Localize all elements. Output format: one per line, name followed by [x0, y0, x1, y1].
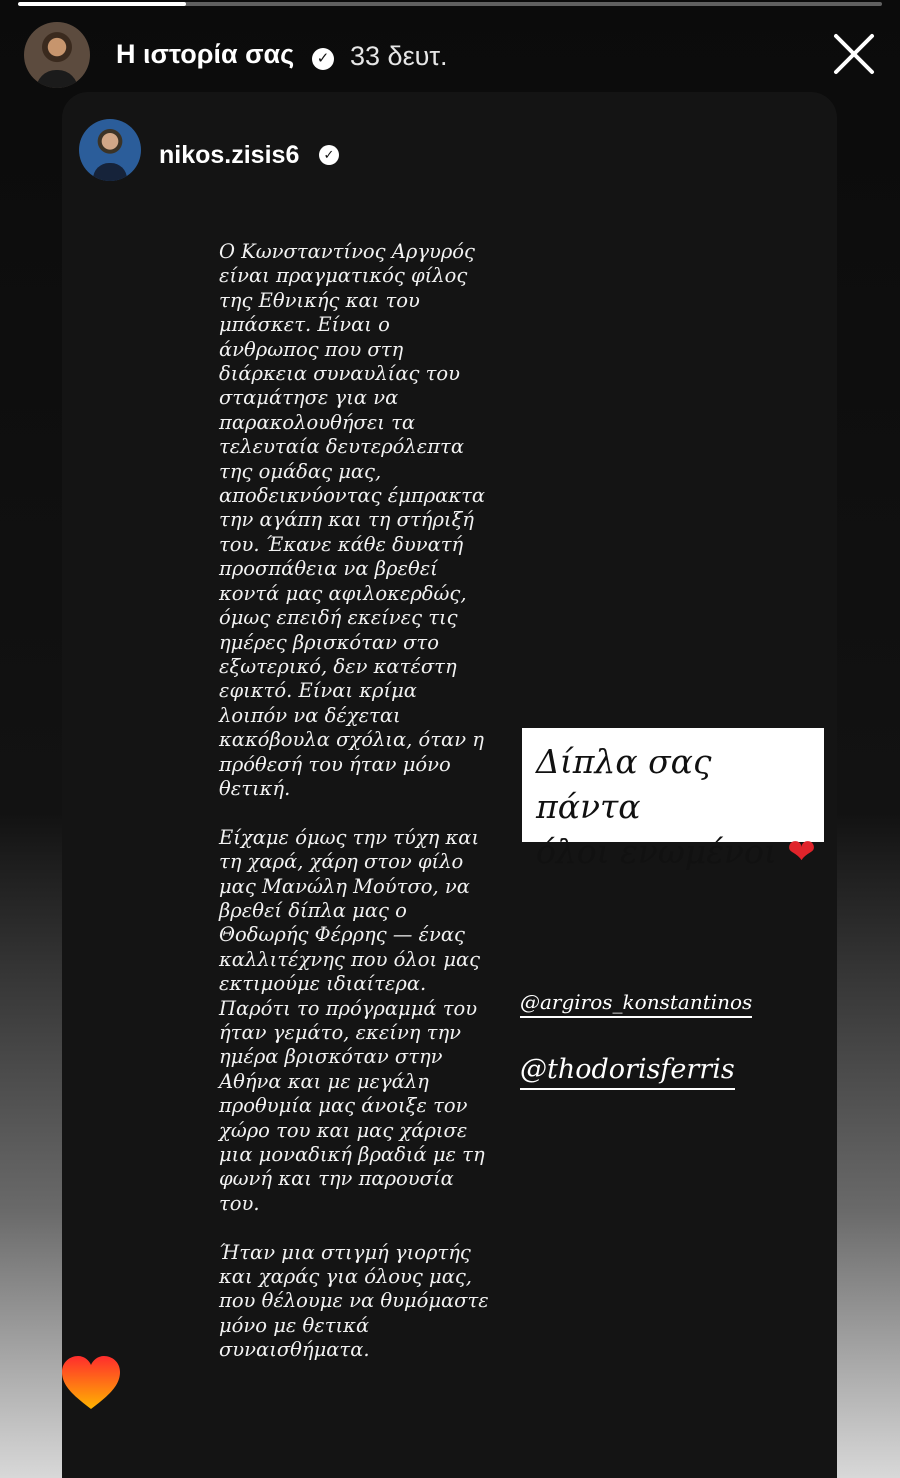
- mention-thodorisferris[interactable]: @thodorisferris: [520, 1054, 735, 1090]
- post-paragraph: Είχαμε όμως την τύχη και τη χαρά, χάρη στον φίλο μας Μανώλη Μούτσο, να βρεθεί δίπλα μας ο Θοδωρής Φέρρης — ένας καλλιτέχνης που όλοι μας εκτιμούμε ιδιαίτερα. Παρότι το πρόγραμμά του ήταν γεμάτο, εκείνη την ημέρα βρισκόταν στην Αθήνα και με μεγάλη προθυμία μας άνοιξε τον χώρο του και μας χάρισε μια μοναδική βραδιά με τη φωνή και την παρουσία του.: [219, 825, 485, 1215]
- post-author-avatar[interactable]: [79, 119, 141, 181]
- post-text: [219, 240, 489, 1387]
- like-heart-icon[interactable]: [60, 1354, 122, 1412]
- caption-sticker: [522, 728, 824, 872]
- verified-badge-icon: ✓: [319, 145, 339, 165]
- mention-argiros-konstantinos[interactable]: @argiros_konstantinos: [520, 990, 752, 1018]
- close-icon[interactable]: [832, 32, 876, 76]
- verified-badge-icon: ✓: [312, 48, 334, 70]
- story-header: [24, 22, 876, 92]
- story-progress-bar: [18, 2, 882, 6]
- caption-line-2: [536, 829, 824, 875]
- story-progress-fill: [18, 2, 186, 6]
- post-paragraph: Ήταν μια στιγμή γιορτής και χαράς για όλους μας, που θέλουμε να θυμόμαστε μόνο με θετικά συναισθήματα.: [219, 1240, 489, 1362]
- caption-line-2-text: όλοι ενωμένοι: [536, 832, 777, 871]
- post-author-username[interactable]: nikos.zisis6: [159, 141, 300, 169]
- shared-post-card[interactable]: [62, 92, 837, 1478]
- caption-line-1: Δίπλα σας πάντα: [536, 742, 712, 826]
- story-owner-avatar[interactable]: [24, 22, 90, 88]
- story-timestamp: 33 δευτ.: [350, 41, 448, 71]
- post-paragraph: Ο Κωνσταντίνος Αργυρός είναι πραγματικός φίλος της Εθνικής και του μπάσκετ. Είναι ο άνθρωπος που στη διάρκεια συναυλίας του σταμάτησε για να παρακολουθήσει τα τελευταία δευτερόλεπτα της ομάδας μας, αποδεικνύοντας έμπρακτα την αγάπη και τη στήριξή του. Έκανε κάθε δυνατή προσπάθεια να βρεθεί κοντά μας αφιλοκερδώς, όμως επειδή εκείνες τις ημέρες βρισκόταν στο εξωτερικό, δεν κατέστη εφικτό. Είναι κρίμα λοιπόν να δέχεται κακόβουλα σχόλια, όταν η πρόθεσή του ήταν μόνο θετική.: [219, 240, 486, 800]
- heart-icon: ❤: [787, 832, 816, 872]
- story-owner-label[interactable]: Η ιστορία σας: [116, 39, 295, 69]
